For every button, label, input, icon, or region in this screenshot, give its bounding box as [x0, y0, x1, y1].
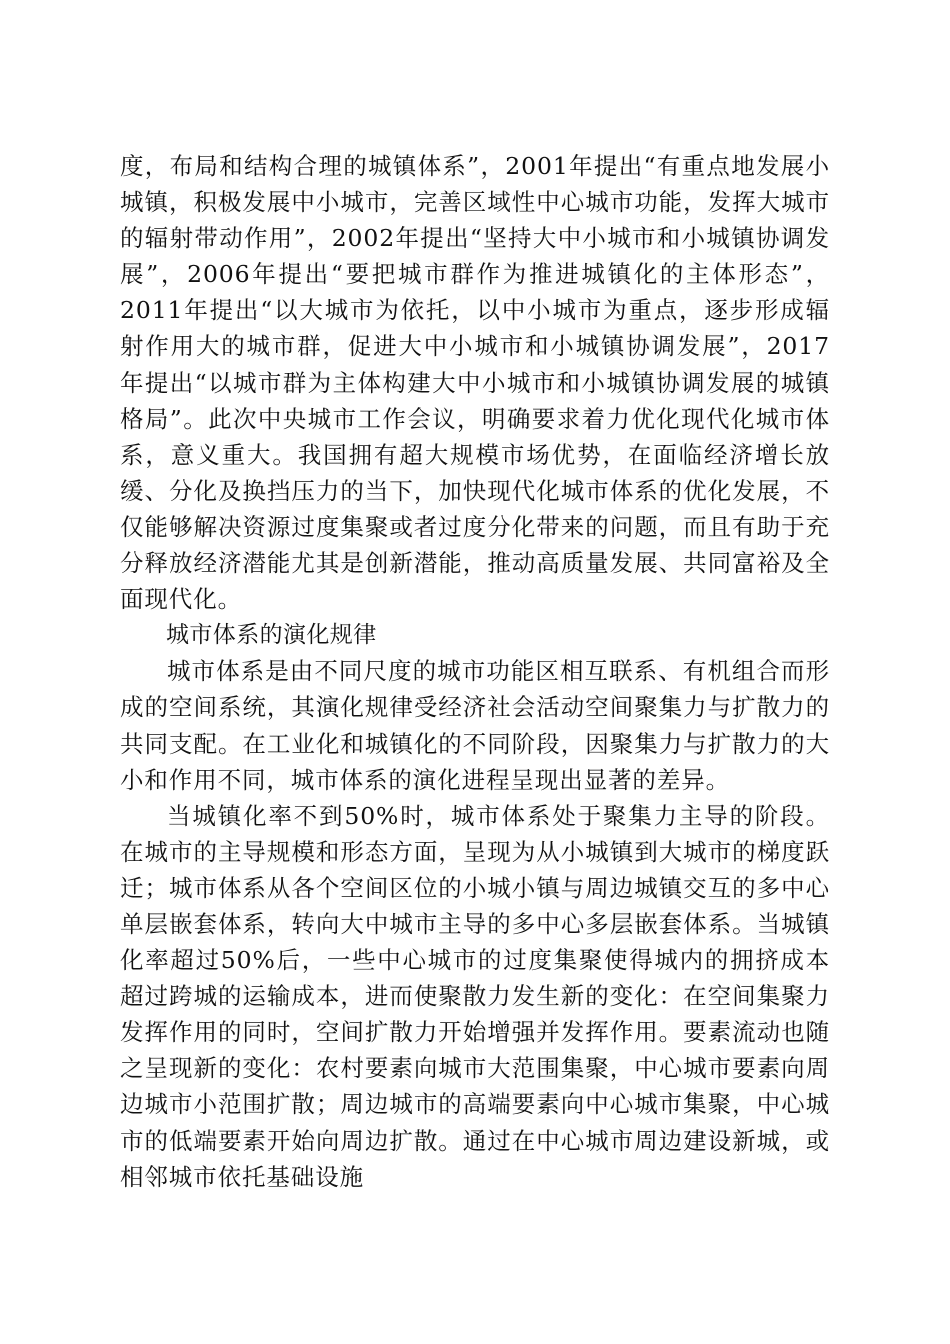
paragraph-continuation: 度，布局和结构合理的城镇体系”，2001年提出“有重点地发展小城镇，积极发展中小城市，完善区域性中心城市功能，发挥大城市的辐射带动作用”，2002年提出“坚持大中小城市和小城镇协调发展”，2006年提出“要把城市群作为推进城镇化的主体形态”，2011年提出“以大城市为依托，以中小城市为重点，逐步形成辐射作用大的城市群，促进大中小城市和小城镇协调发展”，2017年提出“以城市群为主体构建大中小城市和小城镇协调发展的城镇格局”。此次中央城市工作会议，明确要求着力优化现代化城市体系，意义重大。我国拥有超大规模市场优势，在面临经济增长放缓、分化及换挡压力的当下，加快现代化城市体系的优化发展，不仅能够解决资源过度集聚或者过度分化带来的问题，而且有助于充分释放经济潜能尤其是创新潜能，推动高质量发展、共同富裕及全面现代化。 [120, 152, 830, 614]
paragraph: 当城镇化率不到50%时，城市体系处于聚集力主导的阶段。在城市的主导规模和形态方面，呈现为从小城镇到大城市的梯度跃迁；城市体系从各个空间区位的小城小镇与周边城镇交互的多中心单层嵌套体系，转向大中城市主导的多中心多层嵌套体系。当城镇化率超过50%后，一些中心城市的过度集聚使得城内的拥挤成本超过跨城的运输成本，进而使聚散力发生新的变化：在空间集聚力发挥作用的同时，空间扩散力开始增强并发挥作用。要素流动也随之呈现新的变化：农村要素向城市大范围集聚，中心城市要素向周边城市小范围扩散；周边城市的高端要素向中心城市集聚，中心城市的低端要素开始向周边扩散。通过在中心城市周边建设新城，或相邻城市依托基础设施 [120, 801, 830, 1191]
section-heading: 城市体系的演化规律 [166, 622, 377, 649]
document-page [120, 148, 830, 1195]
paragraph: 城市体系是由不同尺度的城市功能区相互联系、有机组合而形成的空间系统，其演化规律受经济社会活动空间聚集力与扩散力的共同支配。在工业化和城镇化的不同阶段，因聚集力与扩散力的大小和作用不同，城市体系的演化进程呈现出显著的差异。 [120, 657, 830, 794]
